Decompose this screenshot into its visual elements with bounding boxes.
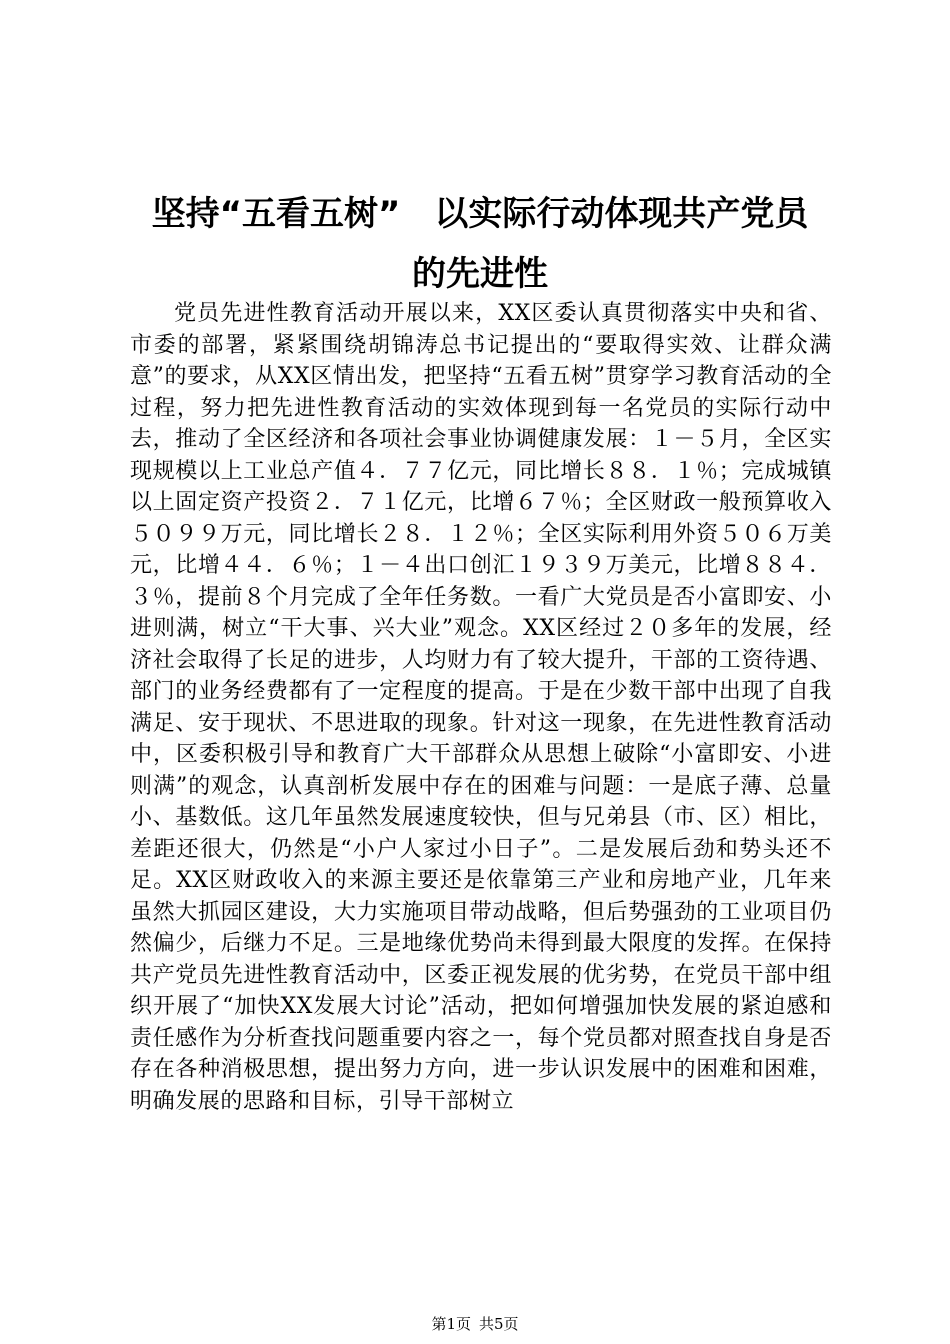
title-part-2: 以实际行动体现共产党员 — [434, 194, 809, 234]
body-paragraph: 党员先进性教育活动开展以来，XX区委认真贯彻落实中央和省、市委的部署，紧紧围绕胡锦涛总书记提出的“要取得实效、让群众满意”的要求，从XX区情出发，把坚持“五看五树”贯穿学习教育活动的全过程，努力把先进性教育活动的实效体现到每一名党员的实际行动中去，推动了全区经济和各项社会事业协调健康发展：１－５月，全区实现规模以上工业总产值４．７７亿元，同比增长８８．１％；完成城镇以上固定资产投资２．７１亿元，比增６７％；全区财政一般预算收入５０９９万元，同比增长２８．１２％；全区实际利用外资５０６万美元，比增４４．６％；１－４出口创汇１９３９万美元，比增８８４．３％，提前８个月完成了全年任务数。一看广大党员是否小富即安、小进则满，树立“干大事、兴大业”观念。XX区经过２０多年的发展，经济社会取得了长足的进步，人均财力有了较大提升，干部的工资待遇、部门的业务经费都有了一定程度的提高。于是在少数干部中出现了自我满足、安于现状、不思进取的现象。针对这一现象，在先进性教育活动中，区委积极引导和教育广大干部群众从思想上破除“小富即安、小进则满”的观念，认真剖析发展中存在的困难与问题：一是底子薄、总量小、基数低。这几年虽然发展速度较快，但与兄弟县（市、区）相比，差距还很大，仍然是“小户人家过小日子”。二是发展后劲和势头还不足。XX区财政收入的来源主要还是依靠第三产业和房地产业，几年来虽然大抓园区建设，大力实施项目带动战略，但后势强劲的工业项目仍然偏少，后继力不足。三是地缘优势尚未得到最大限度的发挥。在保持共产党员先进性教育活动中，区委正视发展的优劣势，在党员干部中组织开展了“加快XX发展大讨论”活动，把如何增强加快发展的紧迫感和责任感作为分析查找问题重要内容之一，每个党员都对照查找自身是否存在各种消极思想，提出努力方向，进一步认识发展中的困难和困难，明确发展的思路和目标，引导干部树立 — [130, 301, 832, 1114]
title-part-1: 坚持“五看五树” — [151, 194, 401, 234]
title-line-1 — [130, 184, 830, 244]
document-title — [130, 184, 830, 304]
page-total: 共5页 — [479, 1315, 519, 1333]
page-footer — [0, 1314, 950, 1334]
title-line-2: 的先进性 — [412, 254, 548, 294]
page-number: 第1页 — [431, 1315, 471, 1333]
